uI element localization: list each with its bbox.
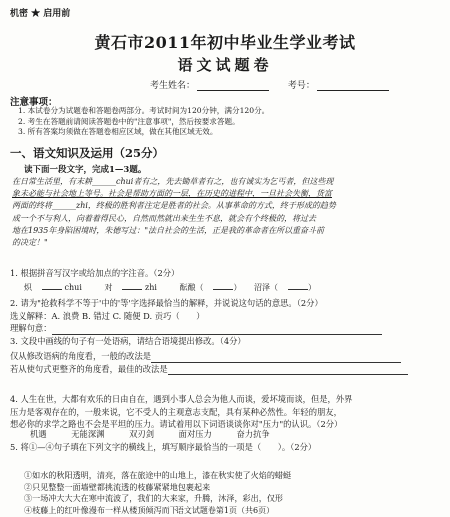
option-item: ④枝藤上的红叶像漫布一样从楼顶倾泻而下 [24,504,178,515]
word-bank [30,428,292,440]
notice-item: 2. 考生在答题前请阅读答题卷中的"注意事项"，然后按要求答题。 [18,116,240,126]
notice-list [18,106,438,138]
exam-subtitle: 语文试题卷 [177,56,273,74]
question-stem: 1. 根据拼音写汉字或给加点的字注音。（2分） [10,268,180,278]
passage-line: 成一个不与利人，向着着得民心，自然而然就出来生生不息，就会有个终极的，将过去 [12,213,316,223]
pinyin-item: 酝酿（ ） [179,283,242,292]
notice-item: 1. 本试卷分为试题卷和答题卷两部分。考试时间为120分钟，满分120分。 [18,106,270,115]
passage-line: 地在1935年身陷困境时，朱德写过："法自社会的生活，正是我的革命者在所以重奋斗前 [12,225,325,235]
question-line: 压力是客观存在的，一般来说，它不受人的主观意志支配，具有某种必然性。年轻的朋友， [10,406,342,417]
question-2-3 [10,297,442,347]
reading-passage [12,176,440,249]
passage-line: 在日常生活里，有末耕______chui者有之，先去锄草者有之，也有诚实为乞丐者，但这些现 [12,177,334,186]
confidential-label: 机密 ★ 启用前 [10,9,71,19]
answer-line: 仅从修改语病的角度看，一般的改法是 [10,350,442,363]
candidate-info [150,78,405,91]
pinyin-row [24,281,326,293]
name-field [197,81,269,91]
option-item: ②只见整整一面墙壁都挑流透的枝藤紧紧地包裹起来 [24,481,211,492]
pinyin-item: 沼泽（ ） [254,283,317,292]
question-line: 3. 文段中画线的句子有一处语病，请结合语境提出修改。（4分） [10,335,246,346]
number-field [317,81,389,91]
question-5 [10,441,442,454]
question-line: 4. 人生在世，大都有欢乐的日由自在，遇到小事人总会为他人而谈，爱坏境而谈，但是，外界 [10,394,353,404]
answer-line: 若从使句式更整齐的角度看，最佳的改法是 [10,363,442,376]
exam-title: 黄石市2011年初中毕业生学业考试 [94,33,356,52]
question-line: 想必你的求学之路也不会是平坦的压力。请试着用以下词语谈谈你对"压力"的认识。（2分） [10,419,343,429]
reading-instruction: 读下面一段文字，完成1—3题。 [24,165,147,175]
notice-item: 3. 所有答案均须做在答题卷相应区域，做在其他区域无效。 [18,127,218,136]
question-stem: 5. 将①—④句子填在下列文字的横线上，填写顺序最恰当的一项是（ ）。（2分） [10,442,317,452]
passage-line: 象未必能与社会地上等号。社会是帮助方面的一层，在历史的进程中，一旦社会失衡，货富 [12,189,332,199]
question-4 [10,393,442,431]
passage-line: 的决定！" [12,238,48,248]
option-item: ③一场冲大大大在寒中流波了，我们的大来家，升腾，沐泽，彩出，仅形 [24,493,284,503]
name-label: 考生姓名： [150,81,196,91]
passage-line: 两面的终将______zhi，终极的胜利者注定是胜者的社会。从事革命的方式，终于形成的趋势 [12,201,336,211]
word-item: 面对压力 [178,429,212,439]
word-item: 无能深渊 [71,429,105,439]
question-3-answers [10,350,442,375]
question-line: 2. 请为"抢救科学不等于'中的'等'字选择最恰当的解释，并说说这句话的意思。（2分） [10,298,323,308]
pinyin-item: 炽 chui [24,283,82,292]
number-label: 考号： [287,81,315,91]
option-item: ①如水的秋阳透明，清亮，落在旅途中的山地上，漆在秋实使了火焰的蜡蜓 [24,470,292,480]
notice-title: 注意事项： [10,97,58,108]
word-item: 奋力抗争 [236,429,270,439]
pinyin-item: 对 zhi [104,283,157,292]
question-line: 理解句意： [10,322,442,335]
word-item: 机遇 [30,429,47,439]
section-heading: 一、语文知识及运用（25分） [10,146,165,160]
question-1 [10,267,442,280]
word-item: 双刃剑 [129,429,154,439]
question-line: 选义解释：A. 浪费 B. 错过 C. 随便 D. 贡巧（ ） [10,310,205,321]
page-footer: 语文试题卷第1页（共6页） [175,506,275,515]
